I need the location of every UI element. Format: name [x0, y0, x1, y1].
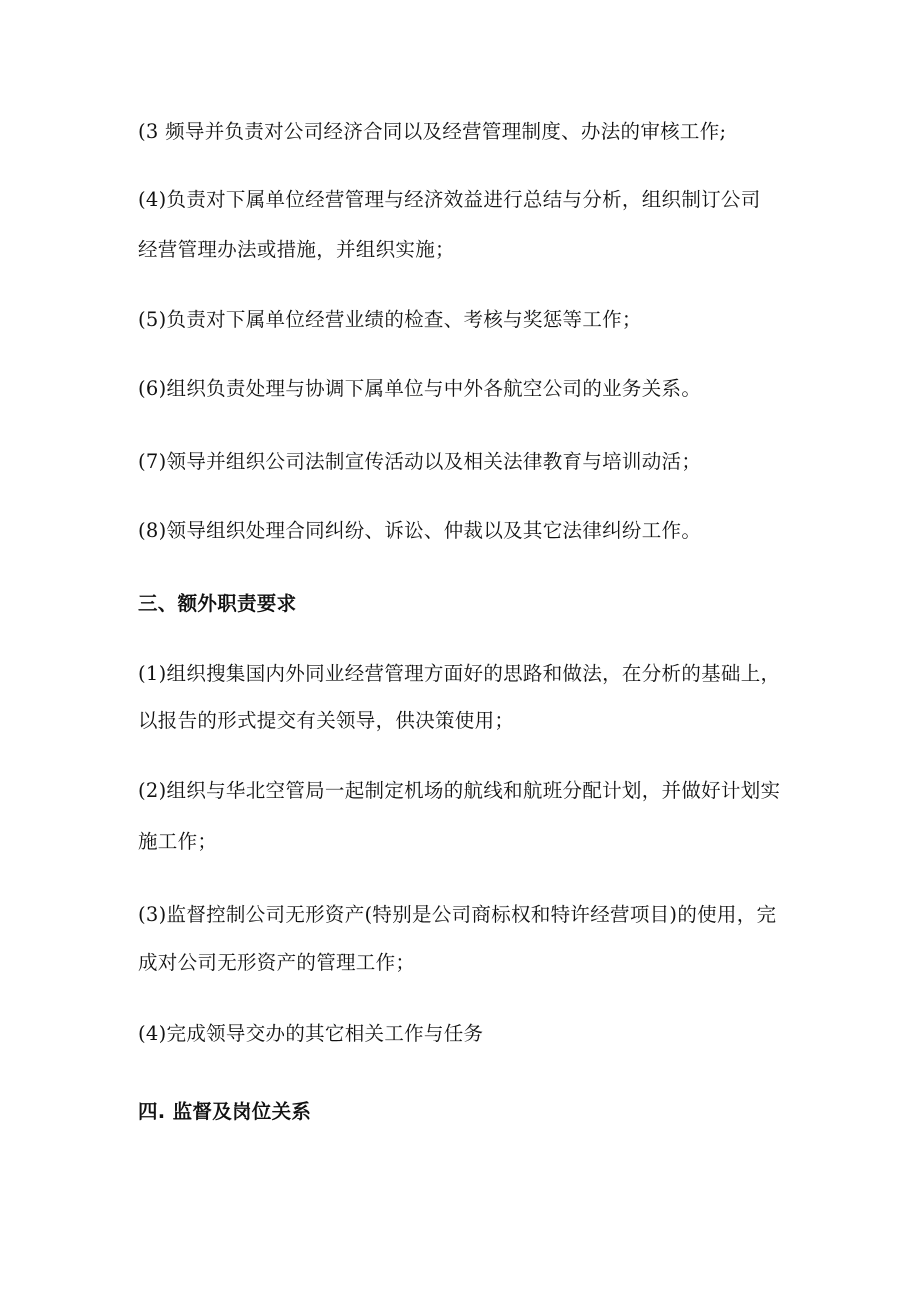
- section-3-item-4-line-1: (4)完成领导交办的其它相关工作与任务: [138, 1022, 484, 1045]
- paragraph-5-line-1: (5)负责对下属单位经营业绩的检查、考核与奖惩等工作；: [138, 308, 642, 331]
- paragraph-7-line-1: (7)领导并组织公司法制宣传活动以及相关法律教育与培训动活；: [138, 450, 702, 473]
- paragraph-4-line-1: (4)负责对下属单位经营管理与经济效益进行总结与分析，组织制订公司: [138, 188, 761, 211]
- paragraph-8-line-1: (8)领导组织处理合同纠纷、诉讼、仲裁以及其它法律纠纷工作。: [138, 519, 702, 542]
- section-4-heading: 四. 监督及岗位关系: [138, 1100, 312, 1123]
- section-3-item-1-line-2: 以报告的形式提交有关领导，供决策使用；: [138, 709, 515, 732]
- section-3-item-2-line-1: (2)组织与华北空管局一起制定机场的航线和航班分配计划，并做好计划实: [138, 779, 781, 802]
- section-3-item-1-line-1: (1)组织搜集国内外同业经营管理方面好的思路和做法，在分析的基础上，: [138, 662, 781, 685]
- section-3-item-3-line-1: (3)监督控制公司无形资产(特别是公司商标权和特许经营项目)的使用，完: [138, 903, 777, 926]
- paragraph-6-line-1: (6)组织负责处理与协调下属单位与中外各航空公司的业务关系。: [138, 377, 702, 400]
- paragraph-3-line-1: (3 频导并负责对公司经济合同以及经营管理制度、办法的审核工作;: [138, 120, 727, 143]
- paragraph-4-line-2: 经营管理办法或措施，并组织实施；: [138, 238, 455, 261]
- section-3-item-3-line-2: 成对公司无形资产的管理工作；: [138, 951, 416, 974]
- section-3-item-2-line-2: 施工作；: [138, 830, 218, 853]
- section-3-heading: 三、额外职责要求: [138, 592, 297, 615]
